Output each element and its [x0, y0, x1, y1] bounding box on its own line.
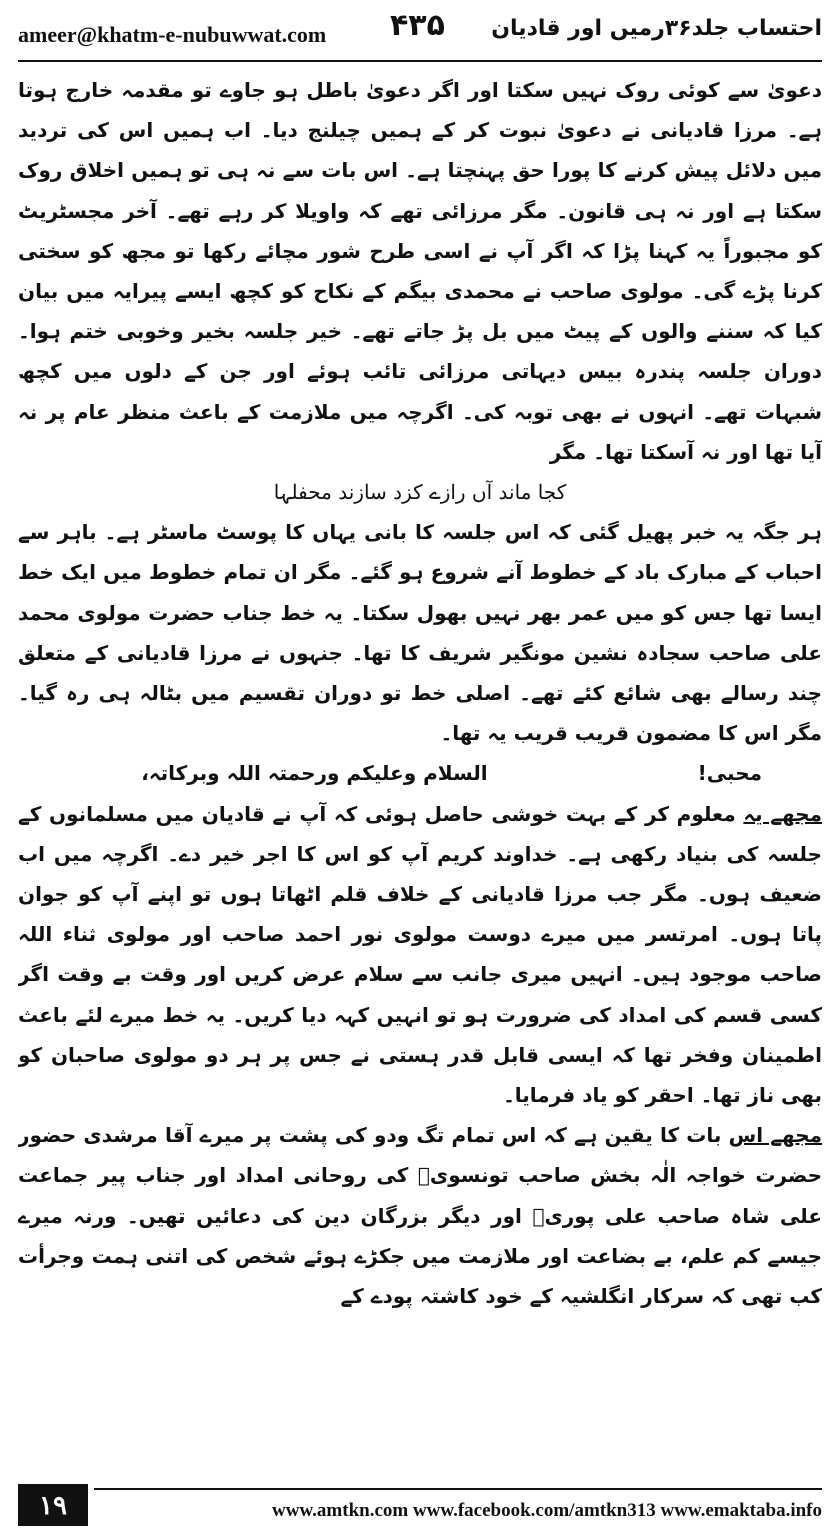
footer-links: www.amtkn.com www.facebook.com/amtkn313 www.emaktaba.info [272, 1500, 822, 1521]
paragraph-3 [18, 794, 822, 1116]
paragraph-4-text: بات کا یقین ہے کہ اس تمام تگ ودو کی پشت پر میرے آقا مرشدی حضور حضرت خواجہ الٰہ بخش صاحب تونسویؒ کی روحانی امداد اور جناب پیر جماعت علی شاہ صاحب علی پوریؒ اور دیگر بزرگان دین کی دعائیں تھیں۔ ورنہ میرے جیسے کم علم، بے بضاعت اور ملازمت میں جکڑے ہوئے شخص کی اتنی ہمت وجرأت کب تھی کہ سرکار انگلشیہ کے خود کاشتہ پودے کے [18, 1123, 822, 1309]
footer-page-box: ۱۹ [18, 1484, 88, 1526]
page-body [18, 70, 822, 1465]
paragraph-3-lead: مجھے یہ [743, 801, 822, 826]
paragraph-2: ہر جگہ یہ خبر پھیل گئی کہ اس جلسہ کا بانی یہاں کا پوسٹ ماسٹر ہے۔ باہر سے احباب کے مبارک باد کے خطوط آنے شروع ہو گئے۔ مگر ان تمام خطوط میں ایک خط ایسا تھا جس کو میں عمر بھر نہیں بھول سکتا۔ یہ خط جناب حضرت مولوی محمد علی صاحب سجادہ نشین مونگیر شریف کا تھا۔ جنہوں نے مرزا قادیانی کے متعلق چند رسالے بھی شائع کئے تھے۔ اصلی خط تو دوران تقسیم میں بٹالہ ہی رہ گیا۔ مگر اس کا مضمون قریب قریب یہ تھا۔ [18, 520, 822, 746]
paragraph-4 [18, 1115, 822, 1316]
page-header [18, 8, 822, 58]
header-book-title: احتساب جلد۳۶رمیں اور قادیان [491, 16, 822, 41]
salutation-greeting: السلام وعلیکم ورحمتہ اللہ وبرکاتہ، [141, 761, 488, 786]
page-footer [18, 1478, 822, 1528]
letter-salutation [18, 753, 822, 793]
paragraph-1: دعویٰ سے کوئی روک نہیں سکتا اور اگر دعویٰ باطل ہو جاوے تو مقدمہ خارج ہوتا ہے۔ مرزا قادیانی نے دعویٰ نبوت کر کے ہمیں چیلنج دیا۔ اب ہمیں اس کی تردید میں دلائل پیش کرنے کا پورا حق پہنچتا ہے۔ اس بات سے نہ ہی تو ہمیں اخلاق روک سکتا ہے اور نہ ہی قانون۔ مگر مرزائی تھے کہ واویلا کر رہے تھے۔ آخر مجسٹریٹ کو مجبوراً یہ کہنا پڑا کہ اگر آپ نے اسی طرح شور مچائے رکھا تو مجھ کو سختی کرنا پڑے گی۔ مولوی صاحب نے محمدی بیگم کے نکاح کو کچھ ایسے پیرایہ میں بیان کیا کہ سننے والوں کے پیٹ میں بل پڑ جاتے تھے۔ خیر جلسہ بخیر وخوبی ختم ہوا۔ دوران جلسہ پندرہ بیس دیہاتی مرزائی تائب ہوئے اور جن کے دلوں میں کچھ شبہات تھے۔ انہوں نے بھی توبہ کی۔ اگرچہ میں ملازمت کے باعث منظر عام پر نہ آیا تھا اور نہ آسکتا تھا۔ مگر [18, 78, 822, 464]
header-page-number: ۴۳۵ [390, 8, 445, 43]
header-email: ameer@khatm-e-nubuwwat.com [18, 22, 327, 47]
persian-verse: کجا ماند آں رازے کزد سازند محفلہا [273, 480, 567, 505]
paragraph-4-lead: مجھے اس [728, 1123, 822, 1148]
footer-divider [94, 1488, 822, 1490]
salutation-addressee: محبی! [697, 761, 762, 786]
header-divider [18, 60, 822, 62]
paragraph-3-text: معلوم کر کے بہت خوشی حاصل ہوئی کہ آپ نے قادیان میں مسلمانوں کے جلسہ کی بنیاد رکھی ہے۔ خداوند کریم آپ کو اس کا اجر خیر دے۔ اگرچہ میں اب ضعیف ہوں۔ مگر جب مرزا قادیانی کے خلاف قلم اٹھاتا ہوں تو اپنے آپ کو جوان پاتا ہوں۔ امرتسر میں میرے دوست مولوی نور احمد صاحب اور مولوی ثناء اللہ صاحب موجود ہیں۔ انہیں میری جانب سے سلام عرض کریں اور وقت بے وقت اگر کسی قسم کی امداد کی ضرورت ہو تو انہیں کہہ دیا کریں۔ یہ خط میرے لئے باعث اطمینان وفخر تھا کہ ایسی قابل قدر ہستی نے جس پر ہر دو مولوی صاحبان کو بھی ناز تھا۔ احقر کو یاد فرمایا۔ [18, 801, 822, 1108]
